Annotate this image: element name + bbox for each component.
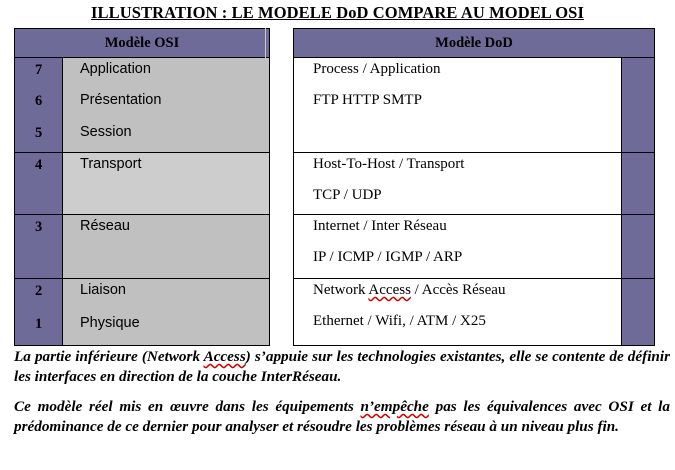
layer-number-text: 3 <box>35 219 43 235</box>
layer-name <box>63 121 269 152</box>
osi-layer-5 <box>15 121 269 153</box>
layer-number-text: 1 <box>35 316 43 332</box>
dod-layer-internet <box>294 215 654 279</box>
page-title: ILLUSTRATION : LE MODELE DoD COMPARE AU MODEL OSI <box>91 3 584 22</box>
layer-name <box>63 279 269 312</box>
layer-name <box>63 215 269 278</box>
layer-name <box>63 58 269 89</box>
dod-row-bar <box>621 58 654 152</box>
text-fragment: Network <box>313 282 369 298</box>
text-fragment: pas les équivalences avec OSI et la prédominance de ce dernier pour analyser et résoudre les problèmes réseau à un niveau plus fin. <box>14 398 670 435</box>
layer-name-text: Présentation <box>80 92 162 108</box>
layer-number-text: 6 <box>35 93 43 109</box>
paragraph-model-comparison <box>14 397 670 437</box>
dod-layer-transport <box>294 153 654 215</box>
layer-number <box>15 153 63 214</box>
layer-number-text: 4 <box>35 157 43 173</box>
text-fragment: / Accès Réseau <box>410 282 506 298</box>
text-fragment: ) s’appuie sur les technologies existantes, elle se contente de définir les interfaces en direction de la couche InterRéseau. <box>14 348 670 385</box>
dod-layer-application <box>294 58 654 153</box>
dod-layer-title <box>313 282 505 299</box>
layer-number <box>15 215 63 278</box>
dod-layer-protocols: IP / ICMP / IGMP / ARP <box>313 249 463 265</box>
layer-number-text: 7 <box>35 62 43 78</box>
osi-table <box>14 28 270 346</box>
layer-number <box>15 89 63 121</box>
layer-name-text: Session <box>80 124 132 140</box>
osi-layer-2 <box>15 279 269 312</box>
layer-name <box>63 89 269 121</box>
dod-table <box>293 28 655 346</box>
layer-name-text: Réseau <box>80 218 130 234</box>
layer-number <box>15 121 63 152</box>
osi-layer-1 <box>15 312 269 345</box>
spellcheck-word: Access <box>368 282 411 298</box>
text-fragment: La partie inférieure (Network <box>14 348 204 365</box>
paragraph-network-access <box>14 347 670 387</box>
dod-layer-title: Process / Application <box>313 61 441 77</box>
layer-number <box>15 58 63 89</box>
osi-layer-3 <box>15 215 269 279</box>
osi-layer-4 <box>15 153 269 215</box>
column-divider <box>265 28 266 60</box>
layer-name <box>63 312 269 345</box>
dod-layer-title: Internet / Inter Réseau <box>313 218 447 234</box>
layer-number-text: 2 <box>35 283 43 299</box>
layer-name-text: Application <box>80 61 151 77</box>
dod-layer-protocols: Ethernet / Wifi, / ATM / X25 <box>313 313 486 329</box>
dod-layer-protocols: TCP / UDP <box>313 187 382 203</box>
spellcheck-word: Access <box>203 348 246 365</box>
dod-layer-protocols: FTP HTTP SMTP <box>313 92 422 108</box>
osi-layer-6 <box>15 89 269 121</box>
spellcheck-word: n’empêche <box>360 398 429 415</box>
dod-row-bar <box>621 215 654 278</box>
osi-table-header: Modèle OSI <box>15 29 269 58</box>
layer-name <box>63 153 269 214</box>
osi-layer-7 <box>15 58 269 89</box>
layer-number <box>15 279 63 312</box>
layer-name-text: Physique <box>80 315 140 331</box>
dod-table-header: Modèle DoD <box>294 29 654 58</box>
dod-row-bar <box>621 279 654 345</box>
layer-number-text: 5 <box>35 125 43 141</box>
dod-row-bar <box>621 153 654 214</box>
layer-number <box>15 312 63 345</box>
dod-layer-title: Host-To-Host / Transport <box>313 156 465 172</box>
dod-layer-network-access <box>294 279 654 345</box>
text-fragment: Ce modèle réel mis en œuvre dans les équipements <box>14 398 361 415</box>
layer-name-text: Transport <box>80 156 142 172</box>
layer-name-text: Liaison <box>80 282 126 298</box>
